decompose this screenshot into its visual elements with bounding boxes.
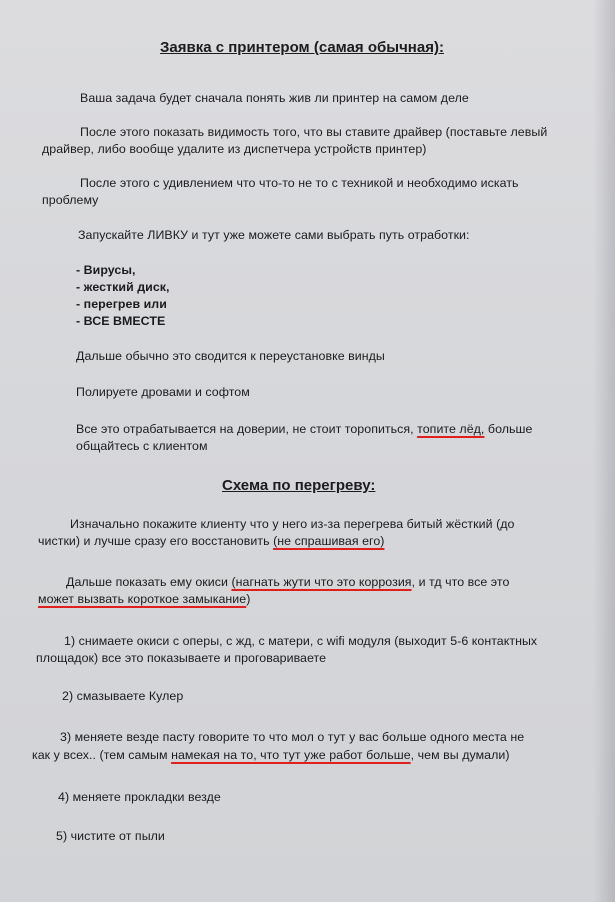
list-item: - жесткий диск,	[76, 280, 170, 294]
text-segment: , чем вы думали)	[410, 748, 510, 762]
list-item: - Вирусы,	[76, 263, 136, 277]
text-segment: как у всех.. (тем самым	[32, 748, 172, 762]
text-segment: Все это отрабатывается на доверии, не стоит торопиться,	[76, 422, 418, 436]
underlined-phrase: может вызвать короткое замыкание	[38, 592, 247, 606]
paragraph-line	[32, 747, 510, 763]
paragraph-line: Изначально покажите клиенту что у него из-за перегрева битый жёсткий (до	[70, 517, 515, 531]
text-segment: , и тд что все это	[411, 575, 510, 589]
list-item: 1) снимаете окиси с оперы, с жд, с матери, с wifi модуля (выходит 5-6 контактных	[64, 634, 538, 648]
section-title: Схема по перегреву:	[222, 477, 376, 494]
text-segment: Дальше показать ему окиси	[66, 575, 232, 589]
list-item: 4) меняете прокладки везде	[58, 790, 221, 804]
underlined-phrase: топите лёд,	[417, 422, 485, 436]
paragraph-line: Дальше обычно это сводится к переустановке винды	[76, 349, 385, 363]
text-segment: )	[246, 592, 251, 606]
list-item: 2) смазываете Кулер	[62, 689, 184, 703]
paragraph-line: проблему	[42, 193, 99, 207]
list-item: 5) чистите от пыли	[56, 829, 165, 843]
underlined-phrase: (нагнать жути что это коррозия	[231, 575, 412, 589]
paragraph-line	[38, 533, 384, 549]
paragraph-line: драйвер, либо вообще удалите из диспетчера устройств принтер)	[42, 142, 427, 156]
paragraph-line: общайтесь с клиентом	[76, 439, 208, 453]
paragraph-line: Полируете дровами и софтом	[76, 385, 250, 399]
text-segment: больше	[484, 422, 533, 436]
document-title: Заявка с принтером (самая обычная):	[160, 39, 444, 56]
paragraph-line: площадок) все это показываете и проговариваете	[36, 651, 327, 665]
list-item: 3) меняете везде пасту говорите то что мол о тут у вас больше одного места не	[60, 730, 525, 744]
paragraph-line: После этого с удивлением что что-то не то с техникой и необходимо искать	[80, 176, 519, 190]
paragraph-line	[76, 421, 532, 437]
list-item: - ВСЕ ВМЕСТЕ	[76, 314, 166, 328]
paragraph-line: Ваша задача будет сначала понять жив ли принтер на самом деле	[80, 91, 469, 105]
text-segment: чистки) и лучше сразу его восстановить	[38, 534, 274, 548]
list-item: - перегрев или	[76, 297, 167, 311]
paragraph-line: Запускайте ЛИВКУ и тут уже можете сами выбрать путь отработки:	[78, 228, 470, 242]
paragraph-line	[38, 591, 250, 607]
underlined-phrase: намекая на то, что тут уже работ больше	[171, 748, 411, 762]
underlined-phrase: (не спрашивая его)	[273, 534, 385, 548]
paragraph-line	[66, 574, 509, 590]
paragraph-line: После этого показать видимость того, что вы ставите драйвер (поставьте левый	[80, 125, 548, 139]
